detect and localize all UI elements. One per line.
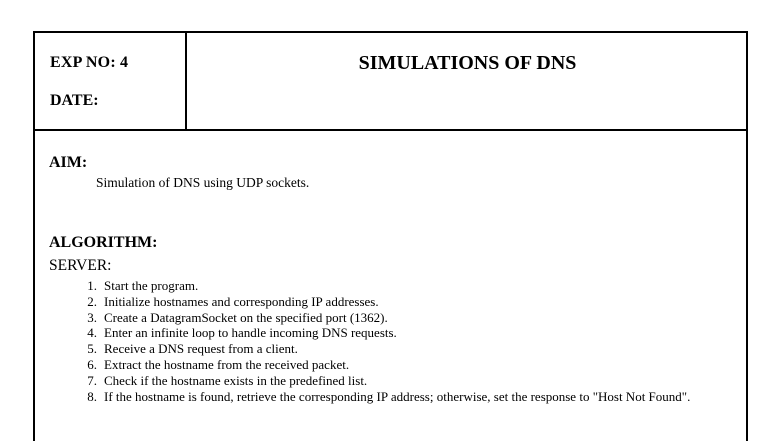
step-number: 6. [87, 356, 97, 372]
algorithm-steps-list [77, 278, 737, 404]
step-text: Check if the hostname exists in the predefined list. [104, 372, 368, 388]
step-number: 8. [87, 388, 97, 404]
aim-heading: AIM: [49, 154, 88, 171]
algorithm-step [77, 325, 737, 341]
header-horizontal-divider [35, 129, 746, 131]
date-label: DATE: [50, 92, 99, 109]
step-text: Extract the hostname from the received packet. [104, 356, 350, 372]
step-number: 3. [87, 309, 97, 325]
algorithm-step [77, 294, 737, 310]
experiment-number: EXP NO: 4 [50, 54, 129, 71]
algorithm-step [77, 389, 737, 405]
step-text: Initialize hostnames and corresponding IP addresses. [104, 293, 379, 309]
step-text: Create a DatagramSocket on the specified port (1362). [104, 309, 388, 325]
algorithm-step [77, 310, 737, 326]
step-text: Enter an infinite loop to handle incoming DNS requests. [104, 325, 397, 341]
step-number: 7. [87, 372, 97, 388]
step-number: 5. [87, 341, 97, 357]
step-number: 4. [87, 325, 97, 341]
document-frame [33, 31, 748, 441]
header-vertical-divider [185, 33, 187, 129]
step-text: Receive a DNS request from a client. [104, 341, 298, 357]
step-number: 2. [87, 293, 97, 309]
algorithm-step [77, 341, 737, 357]
algorithm-step [77, 357, 737, 373]
algorithm-heading: ALGORITHM: [49, 234, 158, 251]
page-title: SIMULATIONS OF DNS [358, 52, 577, 74]
server-label: SERVER: [49, 257, 112, 274]
step-text: If the hostname is found, retrieve the corresponding IP address; otherwise, set the response to "Host Not Found". [104, 388, 691, 404]
algorithm-step [77, 278, 737, 294]
aim-text: Simulation of DNS using UDP sockets. [96, 175, 310, 190]
algorithm-step [77, 373, 737, 389]
step-text: Start the program. [104, 278, 199, 293]
step-number: 1. [87, 278, 97, 293]
